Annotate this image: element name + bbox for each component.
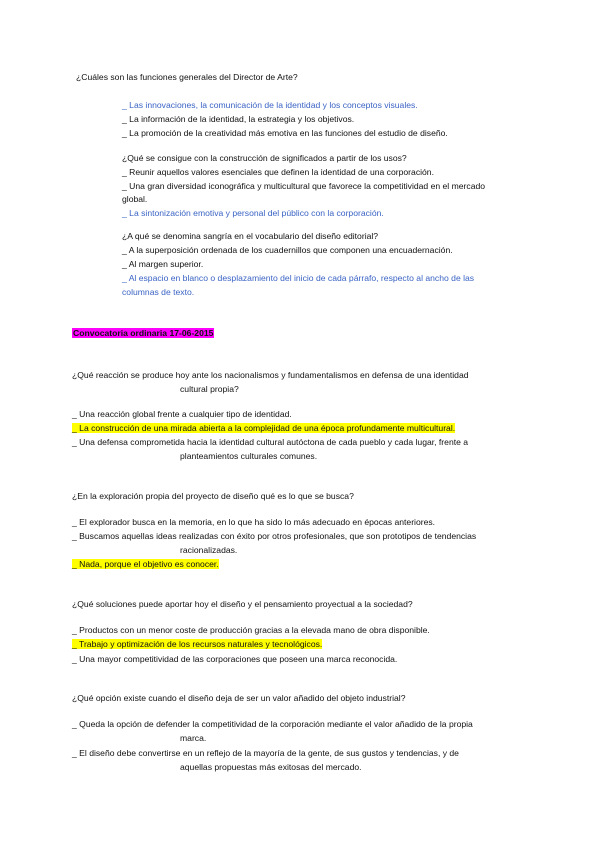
answer-option: _ Reunir aquellos valores esenciales que definen la identidad de una corporación.	[122, 167, 434, 177]
question-significados: ¿Qué se consigue con la construcción de significados a partir de los usos?	[122, 153, 407, 163]
answer-option: _ La promoción de la creatividad más emotiva en las funciones del estudio de diseño.	[122, 128, 448, 138]
answer-option: _ Al margen superior.	[122, 259, 204, 269]
section-title	[72, 328, 214, 339]
question-continuation: cultural propia?	[180, 384, 239, 394]
question-soluciones: ¿Qué soluciones puede aportar hoy el diseño y el pensamiento proyectual a la sociedad?	[72, 599, 413, 609]
answer-option: _ Las innovaciones, la comunicación de la identidad y los conceptos visuales.	[122, 100, 418, 110]
answer-option: _ La información de la identidad, la estrategia y los objetivos.	[122, 114, 355, 124]
answer-option-highlighted	[72, 639, 322, 650]
highlighted-answer: _ Trabajo y optimización de los recursos naturales y tecnológicos.	[72, 639, 323, 649]
answer-option: _ Productos con un menor coste de producción gracias a la elevada mano de obra disponible.	[72, 625, 430, 635]
answer-option-highlighted	[72, 559, 219, 570]
answer-option: _ Una mayor competitividad de las corporaciones que poseen una marca reconocida.	[72, 654, 398, 664]
question-valor-anadido: ¿Qué opción existe cuando el diseño deja de ser un valor añadido del objeto industrial?	[72, 693, 406, 703]
answer-option: _ Una defensa comprometida hacia la identidad cultural autóctona de cada pueblo y cada lugar, frente a	[72, 437, 469, 447]
answer-option: _ A la superposición ordenada de los cuadernillos que componen una encuadernación.	[122, 245, 453, 255]
answer-option: _ Al espacio en blanco o desplazamiento del inicio de cada párrafo, respecto al ancho de las	[122, 273, 475, 283]
answer-option: _ Buscamos aquellas ideas realizadas con éxito por otros profesionales, que son prototipos de tendencias	[72, 531, 477, 541]
answer-option-continuation: aquellas propuestas más exitosas del mercado.	[180, 762, 362, 772]
answer-option: _ La sintonización emotiva y personal del público con la corporación.	[122, 208, 384, 218]
question-sangria: ¿A qué se denomina sangría en el vocabulario del diseño editorial?	[122, 231, 379, 241]
answer-option-continuation: columnas de texto.	[122, 287, 195, 297]
answer-option-continuation: racionalizadas.	[180, 545, 238, 555]
section-title-text: Convocatoria ordinaria 17-06-2015	[73, 328, 214, 338]
answer-option-continuation: global.	[122, 194, 148, 204]
question-exploracion: ¿En la exploración propia del proyecto de diseño qué es lo que se busca?	[72, 491, 354, 501]
answer-option: _ Una reacción global frente a cualquier tipo de identidad.	[72, 409, 292, 419]
answer-option: _ Una gran diversidad iconográfica y multicultural que favorece la competitividad en el mercado	[122, 181, 486, 191]
highlighted-answer: _ Nada, porque el objetivo es conocer.	[72, 559, 219, 569]
question-directores-arte: ¿Cuáles son las funciones generales del Director de Arte?	[76, 72, 298, 82]
answer-option-continuation: marca.	[180, 733, 207, 743]
answer-option: _ El explorador busca en la memoria, en lo que ha sido lo más adecuado en épocas anteriores.	[72, 517, 436, 527]
answer-option-highlighted	[72, 423, 455, 434]
answer-option: _ Queda la opción de defender la competitividad de la corporación mediante el valor añadido de la propia	[72, 719, 473, 729]
answer-option-continuation: planteamientos culturales comunes.	[180, 451, 318, 461]
question-nacionalismos: ¿Qué reacción se produce hoy ante los nacionalismos y fundamentalismos en defensa de una identidad	[72, 370, 469, 380]
highlighted-answer: _ La construcción de una mirada abierta a la complejidad de una época profundamente multicultural.	[72, 423, 456, 433]
answer-option: _ El diseño debe convertirse en un reflejo de la mayoría de la gente, de sus gustos y tendencias, y de	[72, 748, 459, 758]
